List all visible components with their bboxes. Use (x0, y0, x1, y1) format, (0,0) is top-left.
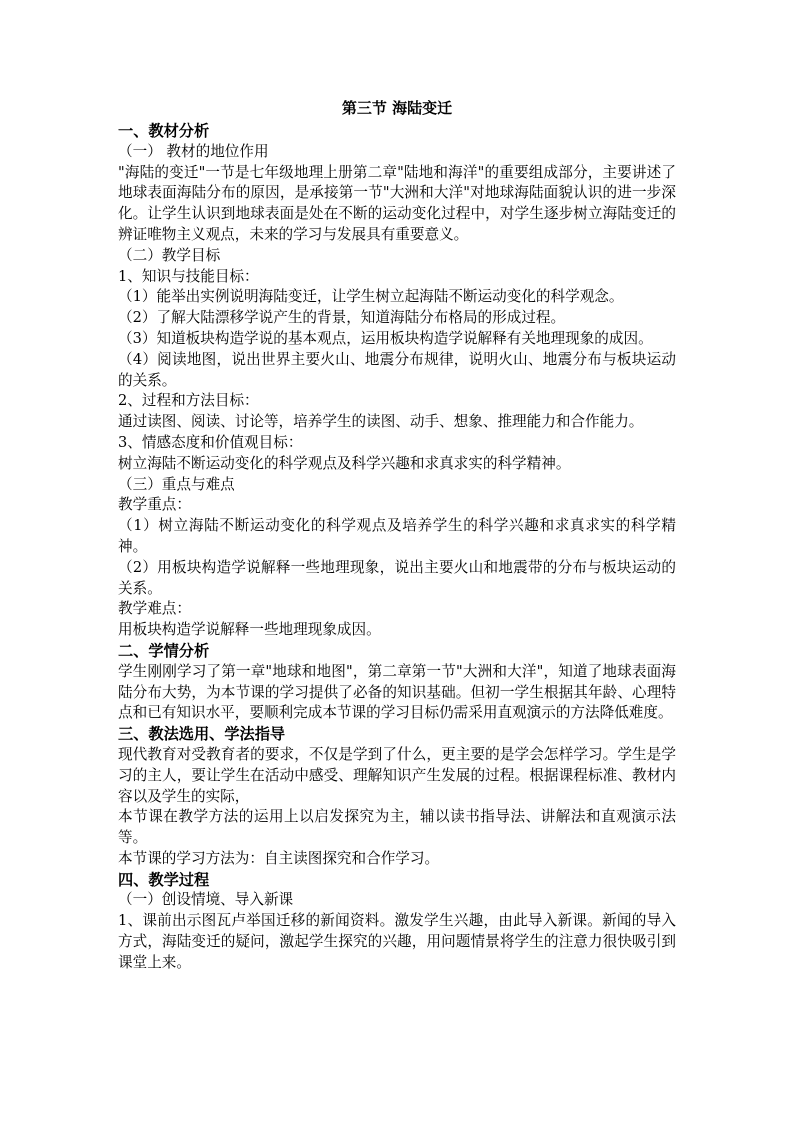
paragraph: 学生刚刚学习了第一章"地球和地图"，第二章第一节"大洲和大洋"，知道了地球表面海陆分布大势，为本节课的学习提供了必备的知识基础。但初一学生根据其年龄、心理特点和已有知识水平，要顺利完成本节课的学习目标仍需采用直观演示的方法降低难度。 (118, 662, 676, 722)
section-heading: 三、教法选用、学法指导 (118, 725, 286, 744)
document-body (118, 121, 676, 974)
paragraph: 通过读图、阅读、讨论等，培养学生的读图、动手、想象、推理能力和合作能力。 (118, 413, 644, 431)
paragraph: 2、过程和方法目标： (118, 392, 259, 410)
section-heading: 二、学情分析 (118, 641, 210, 660)
paragraph: （一）创设情境、导入新课 (118, 891, 294, 909)
paragraph: 现代教育对受教育者的要求，不仅是学到了什么，更主要的是学会怎样学习。学生是学习的主人，要让学生在活动中感受、理解知识产生发展的过程。根据课程标准、教材内容以及学生的实际， (118, 745, 676, 805)
paragraph: （2）用板块构造学说解释一些地理现象，说出主要火山和地震带的分布与板块运动的关系。 (118, 558, 676, 597)
paragraph: 1、知识与技能目标： (118, 267, 259, 285)
section-heading: 四、教学过程 (118, 870, 210, 889)
paragraph: "海陆的变迁"一节是七年级地理上册第二章"陆地和海洋"的重要组成部分，主要讲述了地球表面海陆分布的原因，是承接第一节"大洲和大洋"对地球海陆面貌认识的进一步深化。让学生认识到地球表面是处在不断的运动变化过程中，对学生逐步树立海陆变迁的辨证唯物主义观点，未来的学习与发展具有重要意义。 (118, 163, 676, 243)
paragraph: （3）知道板块构造学说的基本观点，运用板块构造学说解释有关地理现象的成因。 (118, 329, 653, 347)
paragraph: 本节课在教学方法的运用上以启发探究为主，辅以读书指导法、讲解法和直观演示法等。 (118, 808, 676, 847)
paragraph: （二）教学目标 (118, 246, 221, 264)
paragraph: （三）重点与难点 (118, 475, 235, 493)
paragraph: （1）树立海陆不断运动变化的科学观点及培养学生的科学兴趣和求真求实的科学精神。 (118, 517, 676, 555)
paragraph: 用板块构造学说解释一些地理现象成因。 (118, 621, 381, 639)
paragraph: （一） 教材的地位作用 (118, 142, 269, 160)
paragraph: （4）阅读地图，说出世界主要火山、地震分布规律，说明火山、地震分布与板块运动的关系。 (118, 350, 676, 389)
document-title: 第三节 海陆变迁 (341, 99, 453, 117)
paragraph: 树立海陆不断运动变化的科学观点及科学兴趣和求真求实的科学精神。 (118, 454, 571, 472)
paragraph: 教学重点： (118, 496, 191, 514)
paragraph: 本节课的学习方法为：自主读图探究和合作学习。 (118, 849, 440, 867)
paragraph: 1、课前出示图瓦卢举国迁移的新闻资料。激发学生兴趣，由此导入新课。新闻的导入方式，海陆变迁的疑问，激起学生探究的兴趣，用问题情景将学生的注意力很快吸引到课堂上来。 (118, 912, 676, 971)
paragraph: 3、情感态度和价值观目标： (118, 433, 303, 451)
paragraph: （2）了解大陆漂移学说产生的背景，知道海陆分布格局的形成过程。 (118, 309, 566, 327)
section-heading: 一、教材分析 (118, 122, 210, 140)
paragraph: 教学难点： (118, 600, 191, 618)
paragraph: （1）能举出实例说明海陆变迁，让学生树立起海陆不断运动变化的科学观念。 (118, 288, 624, 306)
